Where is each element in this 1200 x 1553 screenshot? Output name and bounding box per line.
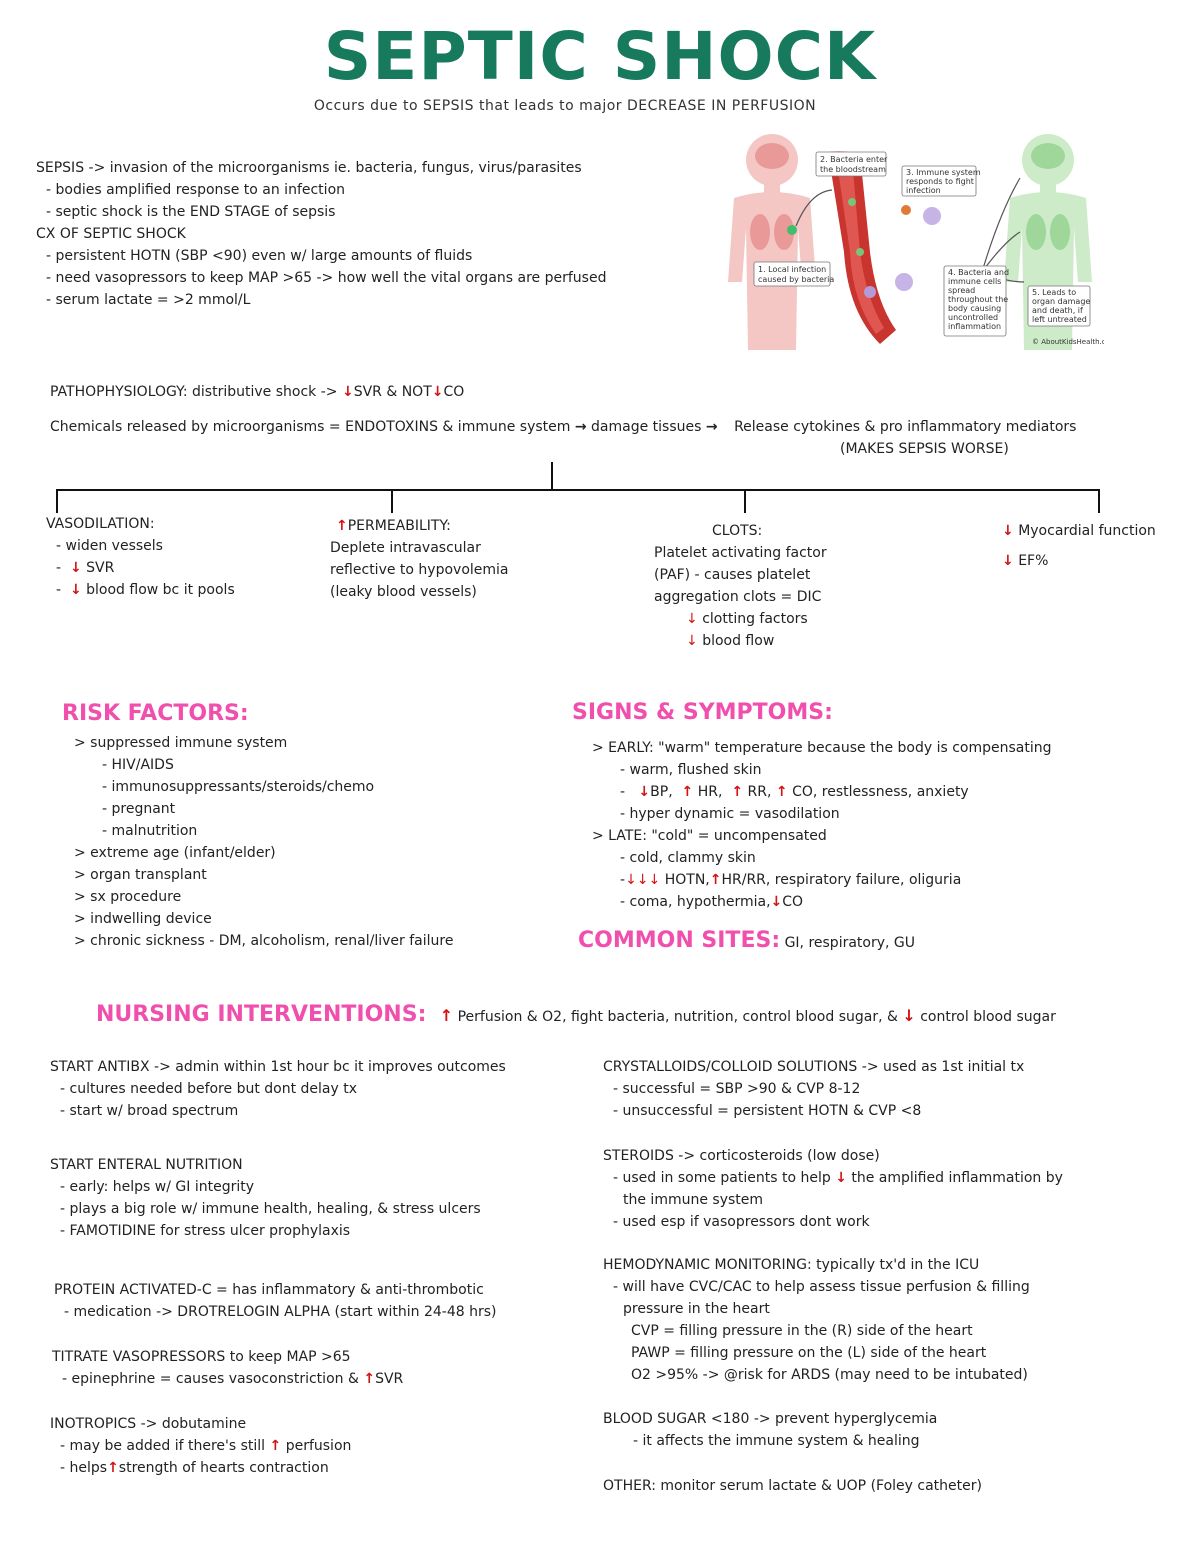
label-5-line: left untreated [1032,315,1087,324]
sepsis-line: SEPSIS -> invasion of the microorganisms ie. bacteria, fungus, virus/parasites [36,160,582,176]
clots-factors: clotting factors [702,611,808,627]
inotropics-line: INOTROPICS -> dobutamine [50,1416,247,1432]
steroids-line [603,1167,1063,1189]
down-arrow-icon: ↓ [638,784,651,800]
signs-heading: SIGNS & SYMPTOMS: [572,700,833,725]
label-5-line: and death, if [1032,306,1083,315]
risk-item: > extreme age (infant/elder) [74,845,276,861]
risk-item: - malnutrition [102,823,198,839]
vasodilation-item: - widen vessels [56,538,163,554]
patho-line-1 [50,381,464,403]
risk-heading: RISK FACTORS: [62,701,249,726]
label-2-line: 2. Bacteria enter [820,155,888,164]
sugar-line: - it affects the immune system & healing [633,1433,920,1449]
tree-branch [56,489,58,513]
titrate-line [52,1368,403,1390]
patho-co: CO [443,384,465,400]
crystalloids-line: CRYSTALLOIDS/COLLOID SOLUTIONS -> used as 1st initial tx [603,1059,1025,1075]
label-4-line: body causing [948,304,1002,313]
label-4-line: uncontrolled [948,313,999,322]
inotropics-perfusion: perfusion [285,1438,352,1454]
label-4-line: inflammation [948,322,1002,331]
label-1-line: 1. Local infection [758,265,827,274]
page-title: SEPTIC SHOCK [323,18,877,95]
label-2-line: the bloodstream [820,165,886,174]
sugar-line: BLOOD SUGAR <180 -> prevent hyperglycemia [603,1411,938,1427]
up-arrow-icon: ↑ [439,1006,454,1025]
nursing-summary-b: control blood sugar [920,1009,1056,1025]
vasodilation-flow: blood flow bc it pools [86,582,235,598]
down-arrow-icon: ↓ [686,611,698,627]
abx-line: - cultures needed before but dont delay tx [60,1081,358,1097]
hemo-line: CVP = filling pressure in the (R) side of the heart [631,1323,973,1339]
crystalloids-block [603,1056,1024,1122]
steroids-line: STEROIDS -> corticosteroids (low dose) [603,1148,880,1164]
immune-cell-icon [895,273,913,291]
steroids-line: - used esp if vasopressors dont work [613,1214,870,1230]
inotropics-helps: - helps [60,1460,108,1476]
patho-svr: SVR & NOT [353,384,432,400]
label-5-line: organ damage [1032,297,1091,306]
myocardial-ef: EF% [1018,553,1049,569]
down-arrow-icon: ↓ [902,1006,916,1025]
signs-item: - cold, clammy skin [620,850,756,866]
enteral-line: - early: helps w/ GI integrity [60,1179,254,1195]
label-4-line: immune cells [948,277,1002,286]
titrate-block [52,1346,403,1390]
tree-branch [744,489,746,513]
inotropics-added: - may be added if there's still [60,1438,266,1454]
right-arrow-icon: → [705,419,718,435]
signs-item: -↓↓↓ HOTN,↑HR/RR, respiratory failure, oliguria [620,872,962,888]
sepsis-line: - persistent HOTN (SBP <90) even w/ large amounts of fluids [46,248,473,264]
risk-item: > suppressed immune system [74,735,288,751]
tree-branch [391,489,393,513]
label-1-line: caused by bacteria [758,275,835,284]
vasodilation-branch [46,513,235,601]
enteral-line: - plays a big role w/ immune health, healing, & stress ulcers [60,1201,481,1217]
risk-list [74,732,453,952]
abx-line: - start w/ broad spectrum [60,1103,239,1119]
other-line: OTHER: monitor serum lactate & UOP (Foley catheter) [603,1478,982,1494]
clots-item [654,630,827,652]
down-arrow-icon: ↓ [770,894,783,910]
bacteria-icon [848,198,856,206]
clots-branch [654,520,827,652]
label-box-1 [754,262,834,286]
risk-item: > organ transplant [74,867,207,883]
page-subtitle: Occurs due to SEPSIS that leads to major DECREASE IN PERFUSION [313,98,817,114]
permeability-title: PERMEABILITY: [347,518,451,534]
signs-coma: - coma, hypothermia, [620,894,771,910]
label-4-line: throughout the [948,295,1009,304]
nursing-heading: NURSING INTERVENTIONS: [96,1002,427,1027]
immune-cell-icon [923,207,941,225]
clots-item: Platelet activating factor [654,545,827,561]
down-arrow-icon: ↓ [69,560,82,576]
signs-hr-rr: HR/RR, respiratory failure, oliguria [721,872,962,888]
clots-title: CLOTS: [712,523,763,539]
hemo-line: pressure in the heart [623,1301,770,1317]
abx-line: START ANTIBX -> admin within 1st hour bc it improves outcomes [50,1059,506,1075]
label-box-4 [944,266,1009,336]
patho-worse: (MAKES SEPSIS WORSE) [840,441,1009,457]
illustration-credit: © AboutKidsHealth.ca [1032,338,1104,346]
clots-flow: blood flow [702,633,775,649]
patho-release: Release cytokines & pro inflammatory mediators [734,419,1077,435]
label-3-line: 3. Immune system [906,168,981,177]
nursing-summary: Perfusion & O2, fight bacteria, nutrition, control blood sugar, & [457,1009,898,1025]
label-3-line: infection [906,186,941,195]
tree-branch [1098,489,1100,513]
crystalloids-line: - successful = SBP >90 & CVP 8-12 [613,1081,861,1097]
sepsis-line: - need vasopressors to keep MAP >65 -> how well the vital organs are perfused [46,270,607,286]
signs-late: > LATE: "cold" = uncompensated [592,828,827,844]
protein-line: - medication -> DROTRELOGIN ALPHA (start within 24-48 hrs) [64,1304,497,1320]
triple-down-arrow-icon: ↓↓↓ [625,872,661,888]
risk-item: - HIV/AIDS [102,757,174,773]
permeability-item: (leaky blood vessels) [330,584,477,600]
up-arrow-icon: ↑ [269,1438,282,1454]
down-arrow-icon: ↓ [431,384,444,400]
permeability-item: Deplete intravascular [330,540,481,556]
hemo-line: HEMODYNAMIC MONITORING: typically tx'd in the ICU [603,1257,980,1273]
down-arrow-icon: ↓ [341,384,354,400]
down-arrow-icon: ↓ [1002,553,1014,569]
protein-block [54,1279,497,1323]
vasodilation-title: VASODILATION: [46,516,155,532]
signs-late-co: CO [782,894,804,910]
down-arrow-icon: ↓ [686,633,698,649]
myocardial-item [1002,520,1156,542]
titrate-svr: SVR [375,1371,404,1387]
permeability-item: reflective to hypovolemia [330,562,509,578]
common-sites-heading: COMMON SITES: [578,928,781,953]
sepsis-block [36,157,606,311]
up-arrow-icon: ↑ [107,1460,119,1476]
right-arrow-icon: → [574,419,587,435]
bacteria-icon [856,248,864,256]
risk-item: - immunosuppressants/steroids/chemo [102,779,375,795]
common-sites-row [578,926,915,958]
up-arrow-icon: ↑ [709,872,722,888]
signs-early: > EARLY: "warm" temperature because the body is compensating [592,740,1052,756]
inotropics-line [50,1435,351,1457]
sepsis-line: CX OF SEPTIC SHOCK [36,226,186,242]
protein-line: PROTEIN ACTIVATED-C = has inflammatory & anti-thrombotic [54,1282,484,1298]
signs-bp: BP, [650,784,673,800]
hemo-block [603,1254,1030,1386]
up-arrow-icon: ↑ [681,784,694,800]
sepsis-illustration [720,132,1104,350]
sepsis-line: - serum lactate = >2 mmol/L [46,292,251,308]
patho-prefix: PATHOPHYSIOLOGY: distributive shock -> [50,384,338,400]
steroids-block [603,1145,1063,1233]
myocardial-branch [1002,520,1156,572]
label-3-line: responds to fight [906,177,974,186]
enteral-line: START ENTERAL NUTRITION [50,1157,243,1173]
label-4-line: 4. Bacteria and [948,268,1010,277]
clots-item [654,608,827,630]
label-box-3 [902,166,981,196]
inotropics-block [50,1413,351,1479]
up-arrow-icon: ↑ [731,784,744,800]
signs-co: CO, restlessness, anxiety [792,784,969,800]
label-box-2 [816,152,888,176]
label-4-line: spread [948,286,976,295]
signs-item: - hyper dynamic = vasodilation [620,806,840,822]
myocardial-item [1002,550,1156,572]
steroids-line: the immune system [623,1192,764,1208]
signs-list [592,737,1052,913]
sugar-block [603,1408,937,1452]
inotropics-line [50,1457,351,1479]
signs-item [592,891,1052,913]
bacteria-icon [901,205,911,215]
vasodilation-item: - ↓ SVR [56,560,115,576]
risk-item: > chronic sickness - DM, alcoholism, renal/liver failure [74,933,454,949]
common-sites-value: GI, respiratory, GU [784,935,916,951]
vasodilation-item: - ↓ blood flow bc it pools [56,582,235,598]
down-arrow-icon: ↓ [835,1170,847,1186]
clots-item: (PAF) - causes platelet [654,567,811,583]
signs-item: - ↓BP, ↑ HR, ↑ RR, ↑ CO, restlessness, anxiety [620,784,969,800]
down-arrow-icon: ↓ [69,582,82,598]
signs-item: - warm, flushed skin [620,762,762,778]
signs-hr: HR, [697,784,723,800]
myocardial-function: Myocardial function [1018,523,1156,539]
down-arrow-icon: ↓ [1002,523,1014,539]
steroids-help: - used in some patients to help [613,1170,831,1186]
immune-cell-icon [864,286,876,298]
steroids-inflammation: the amplified inflammation by [851,1170,1063,1186]
signs-hotn: HOTN, [664,872,710,888]
enteral-line: - FAMOTIDINE for stress ulcer prophylaxis [60,1223,351,1239]
infection-site-icon [787,225,797,235]
clots-item: aggregation clots = DIC [654,589,822,605]
hemo-line: PAWP = filling pressure on the (L) side of the heart [631,1345,987,1361]
titrate-line: TITRATE VASOPRESSORS to keep MAP >65 [52,1349,351,1365]
signs-rr: RR, [747,784,772,800]
label-5-line: 5. Leads to [1032,288,1077,297]
tree-bar [56,489,1100,491]
patho-line-2 [50,416,1076,438]
patho-chemicals: Chemicals released by microorganisms = ENDOTOXINS & immune system [50,419,571,435]
enteral-block [50,1154,481,1242]
up-arrow-icon: ↑ [775,784,788,800]
sepsis-line: - septic shock is the END STAGE of sepsis [46,204,336,220]
titrate-epi: - epinephrine = causes vasoconstriction & [62,1371,359,1387]
label-box-5 [1028,286,1090,326]
inotropics-strength: strength of hearts contraction [118,1460,329,1476]
blood-vessel [828,151,896,344]
risk-item: - pregnant [102,801,176,817]
tree-stem [551,462,553,490]
risk-item: > indwelling device [74,911,212,927]
hemo-line: - will have CVC/CAC to help assess tissue perfusion & filling [613,1279,1030,1295]
hemo-line: O2 >95% -> @risk for ARDS (may need to be intubated) [631,1367,1028,1383]
risk-item: > sx procedure [74,889,182,905]
up-arrow-icon: ↑ [336,518,348,534]
crystalloids-line: - unsuccessful = persistent HOTN & CVP <8 [613,1103,922,1119]
up-arrow-icon: ↑ [363,1371,376,1387]
sepsis-illustration-svg [720,132,1104,350]
permeability-branch [330,515,509,603]
patho-damage: damage tissues [591,419,702,435]
sepsis-line: - bodies amplified response to an infection [46,182,346,198]
vasodilation-svr: SVR [86,560,115,576]
nursing-row [96,1000,1056,1032]
abx-block [50,1056,506,1122]
permeability-title-row [330,515,509,537]
